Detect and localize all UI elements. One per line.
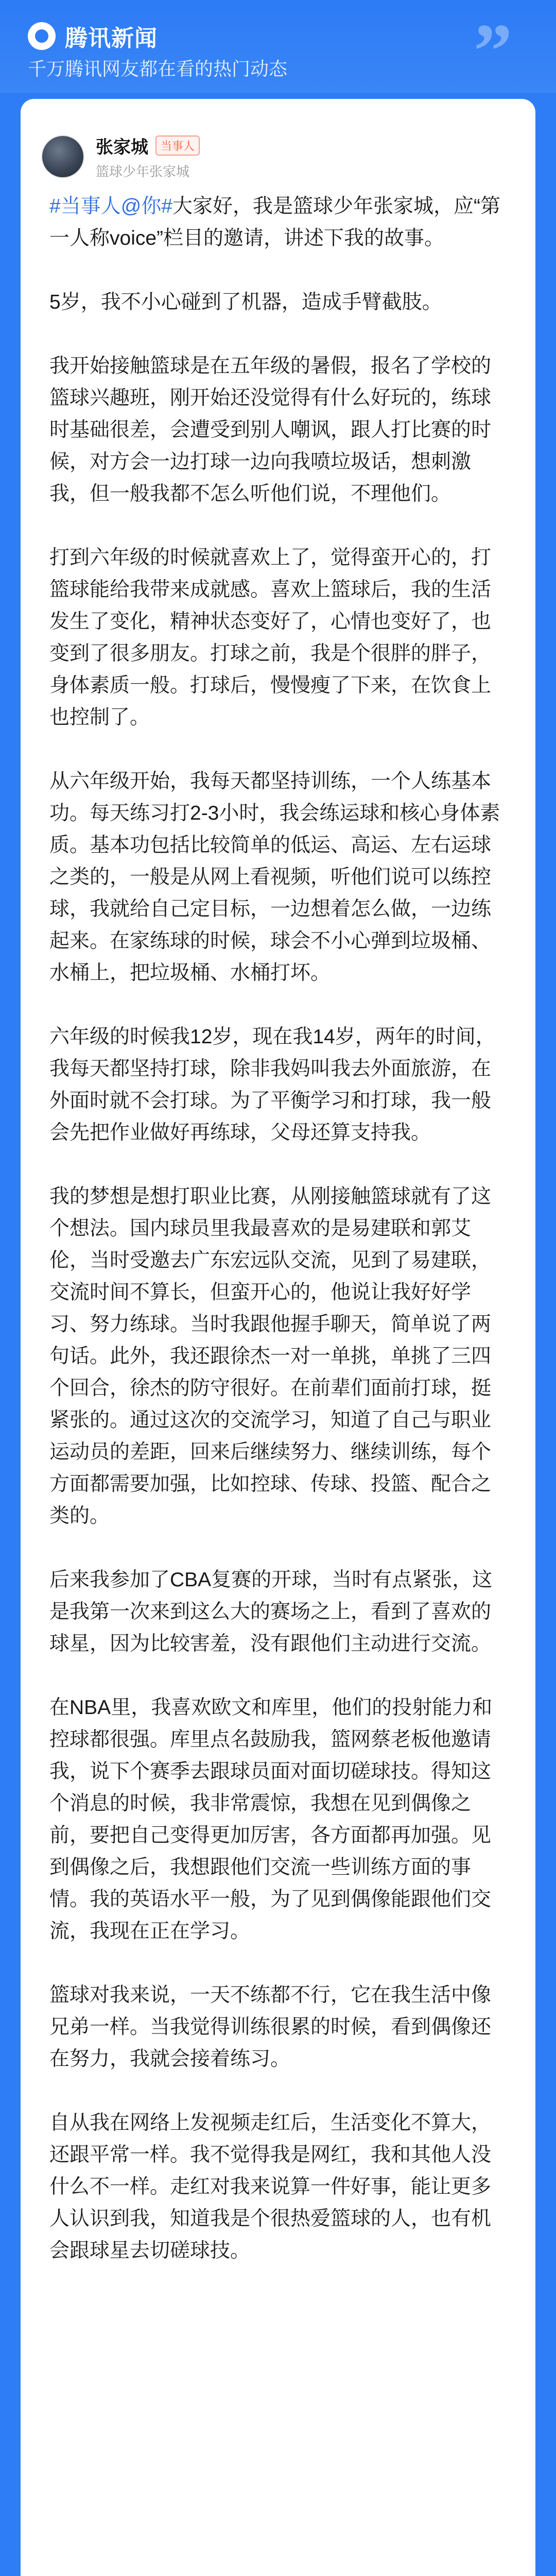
paragraph: 篮球对我来说，一天不练都不行，它在我生活中像兄弟一样。当我觉得训练很累的时候，看到偶像还在努力，我就会接着练习。 [49,1984,492,2070]
paragraph: 5岁，我不小心碰到了机器，造成手臂截肢。 [49,291,442,313]
post-intro [49,191,507,255]
paragraph: 从六年级开始，我每天都坚持训练，一个人练基本功。每天练习打2-3小时，我会练运球和核心身体素质。基本功包括比较简单的低运、高运、左右运球之类的，一般是从网上看视频，听他们说可以练控球，我就给自己定目标，一边想着怎么做，一边练起来。在家练球的时候，球会不小心弹到垃圾桶、水桶上，把垃圾桶、水桶打坏。 [49,770,500,984]
brand [28,20,158,53]
author-name[interactable]: 张家城 [96,138,148,157]
author-subtitle: 篮球少年张家城 [96,164,190,179]
paragraph: 打到六年级的时候就喜欢上了，觉得蛮开心的，打篮球能给我带来成就感。喜欢上篮球后，我的生活发生了变化，精神状态变好了，心情也变好了，也变到了很多朋友。打球之前，我是个很胖的胖子，身体素质一般。打球后，慢慢瘦了下来，在饮食上也控制了。 [49,547,492,728]
avatar[interactable] [41,135,84,178]
hashtag-link[interactable]: #当事人@你# [49,195,172,217]
intro-text: 大家好，我是篮球少年张家城，应“第一人称voice”栏目的邀请，讲述下我的故事。 [49,195,500,249]
tencent-news-logo-icon [28,22,56,50]
author-badge: 当事人 [155,135,200,156]
paragraph: 我的梦想是想打职业比赛，从刚接触篮球就有了这个想法。国内球员里我最喜欢的是易建联和郭艾伦，当时受邀去广东宏远队交流，见到了易建联，交流时间不算长，但蛮开心的，他说让我好好学习、努力练球。当时我跟他握手聊天，简单说了两句话。此外，我还跟徐杰一对一单挑，单挑了三四个回合，徐杰的防守很好。在前辈们面前打球，挺紧张的。通过这次的交流学习，知道了自己与职业运动员的差距，回来后继续努力、继续训练，每个方面都需要加强，比如控球、传球、投篮、配合之类的。 [49,1185,492,1527]
paragraph: 我开始接触篮球是在五年级的暑假，报名了学校的篮球兴趣班，刚开始还没觉得有什么好玩的，练球时基础很差，会遭受到别人嘲讽，跟人打比赛的时候，对方会一边打球一边向我喷垃圾话，想刺激我，但一般我都不怎么听他们说，不理他们。 [49,355,492,505]
post-content [49,191,507,2299]
paragraph: 在NBA里，我喜欢欧文和库里，他们的投射能力和控球都很强。库里点名鼓励我，篮网蔡老板他邀请我，说下个赛季去跟球员面对面切磋球技。得知这个消息的时候，我非常震惊，我想在见到偶像之前，要把自己变得更加厉害，各方面都再加强。见到偶像之后，我想跟他们交流一些训练方面的事情。我的英语水平一般，为了见到偶像能跟他们交流，我现在正在学习。 [49,1697,493,1942]
brand-name: 腾讯新闻 [65,26,158,51]
author-block[interactable] [41,133,200,180]
paragraph: 六年级的时候我12岁，现在我14岁，两年的时间，我每天都坚持打球，除非我妈叫我去外面旅游，在外面时就不会打球。为了平衡学习和打球，我一般会先把作业做好再练球，父母还算支持我。 [49,1026,496,1144]
header-tagline: 千万腾讯网友都在看的热门动态 [28,58,288,79]
paragraph: 后来我参加了CBA复赛的开球，当时有点紧张，这是我第一次来到这么大的赛场之上，看到了喜欢的球星，因为比较害羞，没有跟他们主动进行交流。 [49,1569,493,1655]
author-row [96,133,200,158]
app-header [0,0,556,93]
quote-mark-icon: ” [474,8,512,94]
author-info [96,133,200,180]
paragraph: 自从我在网络上发视频走红后，生活变化不算大，还跟平常一样。我不觉得我是网红，我和其他人没什么不一样。走红对我来说算一件好事，能让更多人认识到我，知道我是个很热爱篮球的人，也有机会跟球星去切磋球技。 [49,2112,492,2262]
